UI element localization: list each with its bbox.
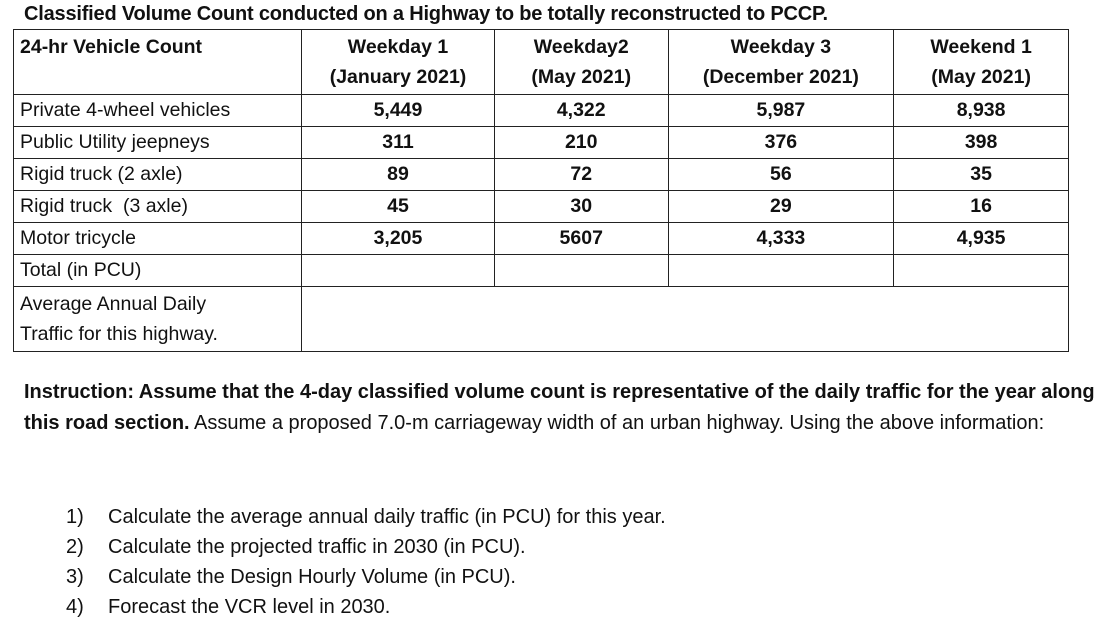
cell-weekday3: 29 [668,191,894,223]
row-label: Public Utility jeepneys [14,127,302,159]
cell-weekday2: 210 [494,127,668,159]
cell-weekday3: 4,333 [668,223,894,255]
list-item [66,532,666,562]
row-label: Motor tricycle [14,223,302,255]
total-label: Total (in PCU) [14,255,302,287]
aadt-label-line1: Average Annual Daily [20,293,207,315]
total-weekday2-cell [494,255,668,287]
task-marker: 3) [66,566,84,588]
cell-weekday2: 30 [494,191,668,223]
header-weekday2 [494,30,668,95]
header-label-text: 24-hr Vehicle Count [20,36,203,58]
cell-weekday2: 5607 [494,223,668,255]
cell-weekday3: 376 [668,127,894,159]
cell-weekday1: 311 [302,127,495,159]
aadt-label [14,287,302,352]
list-item [66,592,666,622]
total-weekday1-cell [302,255,495,287]
task-text: Calculate the average annual daily traffic (in PCU) for this year. [108,506,666,528]
header-weekday1-date: (January 2021) [329,66,467,88]
list-item [66,562,666,592]
aadt-row [14,287,1069,352]
total-row [14,255,1069,287]
cell-weekday2: 4,322 [494,95,668,127]
header-weekday2-name: Weekday2 [533,36,629,58]
task-text: Calculate the Design Hourly Volume (in PCU). [108,566,516,588]
list-item [66,502,666,532]
task-marker: 2) [66,536,84,558]
instruction-paragraph [24,377,1104,439]
table-row [14,159,1069,191]
task-marker: 1) [66,506,84,528]
row-label: Rigid truck (2 axle) [14,159,302,191]
instruction-normal-text: Assume a proposed 7.0-m carriageway width of an urban highway. Using the above information: [189,412,1045,434]
header-weekday1 [302,30,495,95]
cell-weekday2: 72 [494,159,668,191]
aadt-label-line2: Traffic for this highway. [20,323,218,345]
task-text: Forecast the VCR level in 2030. [108,596,391,618]
cell-weekend1: 4,935 [894,223,1069,255]
document-title: Classified Volume Count conducted on a Highway to be totally reconstructed to PCCP. [24,3,828,25]
table-row [14,223,1069,255]
task-list [66,502,666,622]
task-marker: 4) [66,596,84,618]
cell-weekday1: 3,205 [302,223,495,255]
total-weekday3-cell [668,255,894,287]
header-weekend1-date: (May 2021) [931,66,1031,88]
vehicle-count-table [13,29,1069,352]
cell-weekday1: 5,449 [302,95,495,127]
header-weekday3-name: Weekday 3 [730,36,832,58]
cell-weekend1: 398 [894,127,1069,159]
cell-weekday1: 45 [302,191,495,223]
header-weekend1-name: Weekend 1 [930,36,1032,58]
table-row [14,95,1069,127]
table-row [14,191,1069,223]
cell-weekday3: 5,987 [668,95,894,127]
cell-weekend1: 35 [894,159,1069,191]
header-vehicle-count [14,30,302,95]
total-weekend1-cell [894,255,1069,287]
task-text: Calculate the projected traffic in 2030 (in PCU). [108,536,526,558]
cell-weekend1: 8,938 [894,95,1069,127]
table-header-row [14,30,1069,95]
header-weekend1 [894,30,1069,95]
header-weekday3-date: (December 2021) [702,66,859,88]
header-weekday3 [668,30,894,95]
aadt-answer-cell [302,287,1069,352]
row-label: Rigid truck (3 axle) [14,191,302,223]
cell-weekday1: 89 [302,159,495,191]
cell-weekday3: 56 [668,159,894,191]
table-row [14,127,1069,159]
header-weekday2-date: (May 2021) [531,66,632,88]
instruction-bold-text: Instruction: Assume that the 4-day classified volume count is representative of the daily traffic for the year along this road section. [24,381,1095,434]
header-weekday1-name: Weekday 1 [347,36,449,58]
row-label: Private 4-wheel vehicles [14,95,302,127]
cell-weekend1: 16 [894,191,1069,223]
